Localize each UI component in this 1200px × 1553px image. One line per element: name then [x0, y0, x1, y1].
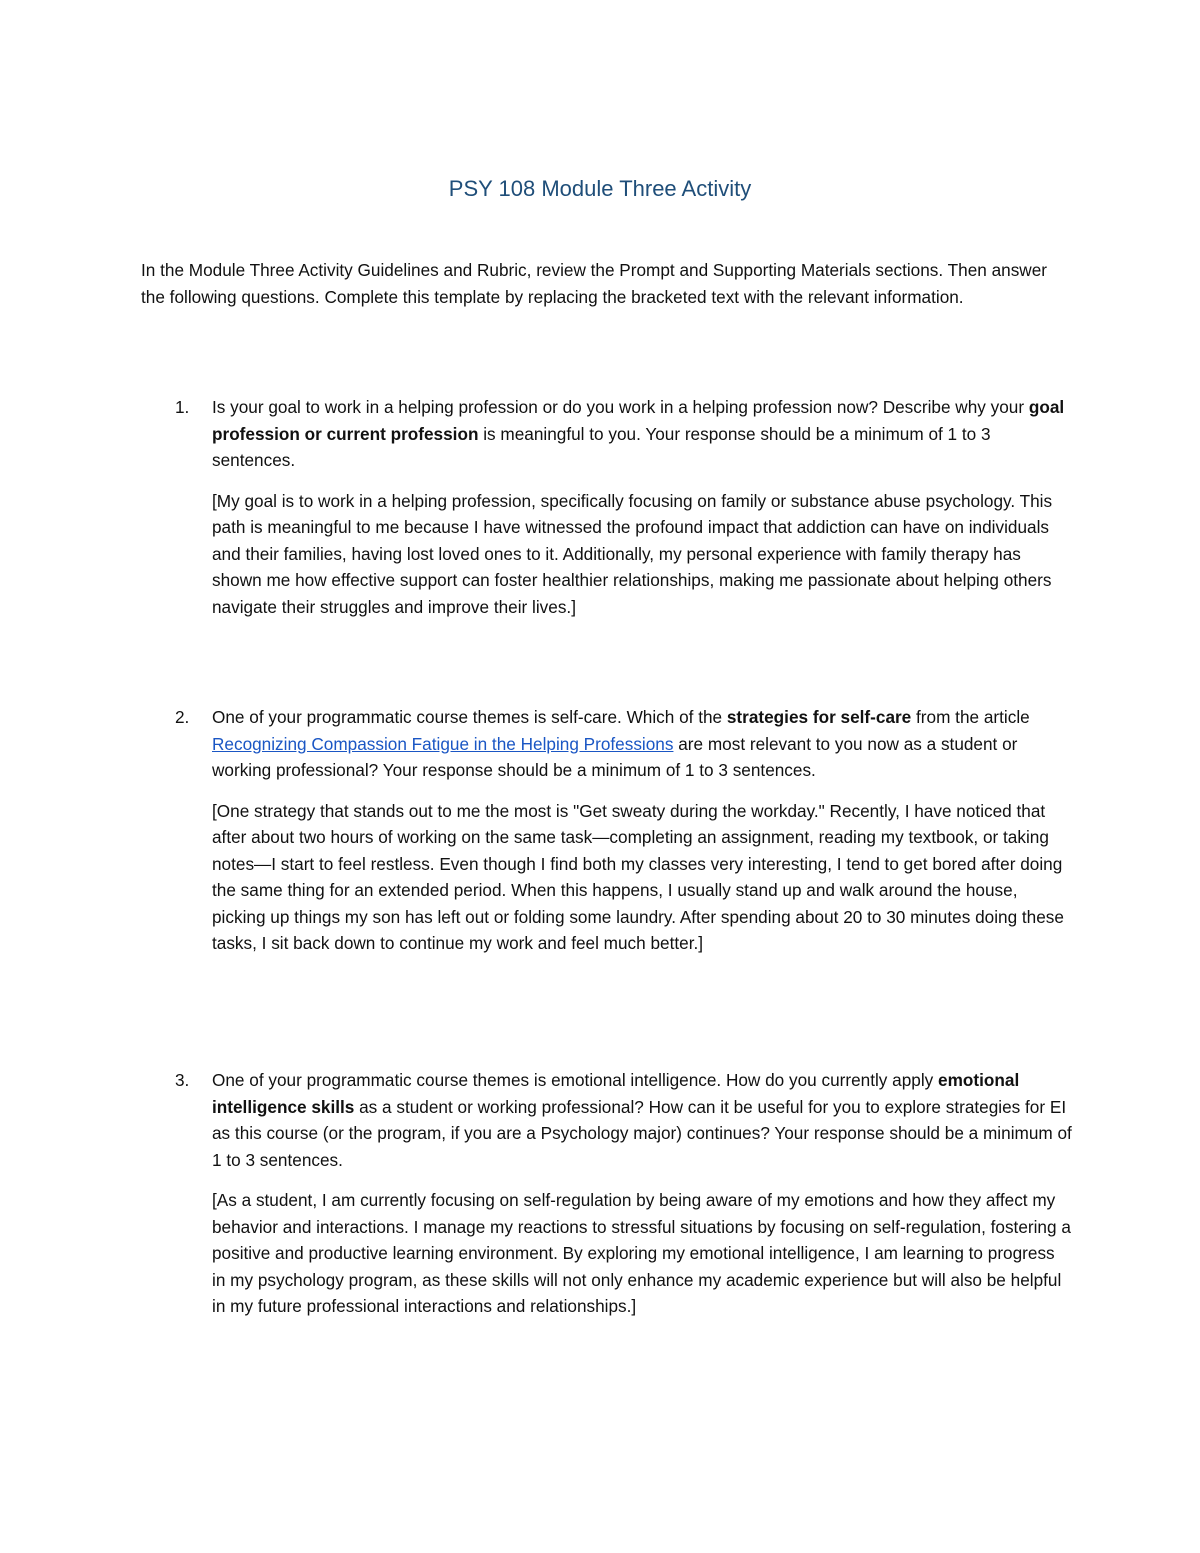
question-number: 1. [175, 397, 190, 417]
answer-text[interactable]: [One strategy that stands out to me the most is "Get sweaty during the workday." Recently, I have noticed that after about two hours of working on the same task—completing an assignment, reading my textbook, or taking notes—I start to feel restless. Even though I find both my classes very interesting, I tend to get bored after doing the same thing for an extended period. When this happens, I usually stand up and walk around the house, picking up things my son has left out or folding some laundry. After spending about 20 to 30 minutes doing these tasks, I sit back down to continue my work and feel much better.] [212, 800, 1064, 953]
question-text [212, 1067, 1072, 1173]
question-3 [141, 1067, 1081, 1320]
intro-paragraph: In the Module Three Activity Guidelines and Rubric, review the Prompt and Supporting Materials sections. Then answer the following questions. Complete this template by replacing the bracketed text with the relevant information. [141, 260, 1047, 307]
question-text-part: Is your goal to work in a helping profession or do you work in a helping profession now? Describe why your [212, 397, 1029, 417]
question-text-part: as a student or working professional? How can it be useful for you to explore strategies for EI as this course (or the program, if you are a Psychology major) continues? Your response should be a minimum of 1 to 3 sentences. [212, 1096, 1072, 1170]
question-bold-term: strategies for self-care [726, 707, 912, 727]
question-bold-term: emotional intelligence skills [212, 1070, 1020, 1117]
question-bold-term: goal profession or current profession [212, 397, 1065, 444]
question-number: 2. [175, 707, 190, 727]
question-2 [141, 704, 1081, 957]
question-1 [141, 394, 1081, 620]
page-title: PSY 108 Module Three Activity [448, 176, 752, 201]
answer-text[interactable]: [My goal is to work in a helping profession, specifically focusing on family or substance abuse psychology. This path is meaningful to me because I have witnessed the profound impact that addiction can have on individuals and their families, having lost loved ones to it. Additionally, my personal experience with family therapy has shown me how effective support can foster healthier relationships, making me passionate about helping others navigate their struggles and improve their lives.] [212, 490, 1053, 617]
answer-text[interactable]: [As a student, I am currently focusing on self-regulation by being aware of my emotions and how they affect my behavior and interactions. I manage my reactions to stressful situations by focusing on self-regulation, fostering a positive and productive learning environment. By exploring my emotional intelligence, I am learning to progress in my psychology program, as these skills will not only enhance my academic experience but will also be helpful in my future professional interactions and relationships.] [212, 1190, 1071, 1316]
question-text-part: from the article [911, 707, 1030, 727]
question-text-part: are most relevant to you now as a student or working professional? Your response should be a minimum of 1 to 3 sentences. [212, 733, 1018, 780]
question-text-part: One of your programmatic course themes is self-care. Which of the [212, 707, 727, 727]
article-link[interactable]: Recognizing Compassion Fatigue in the Helping Professions [212, 733, 674, 754]
question-text-part: One of your programmatic course themes is emotional intelligence. How do you currently apply [212, 1070, 939, 1090]
question-text-part: is meaningful to you. Your response should be a minimum of 1 to 3 sentences. [212, 423, 991, 470]
question-number: 3. [175, 1070, 190, 1090]
question-text [212, 704, 1072, 784]
question-text [212, 394, 1072, 474]
